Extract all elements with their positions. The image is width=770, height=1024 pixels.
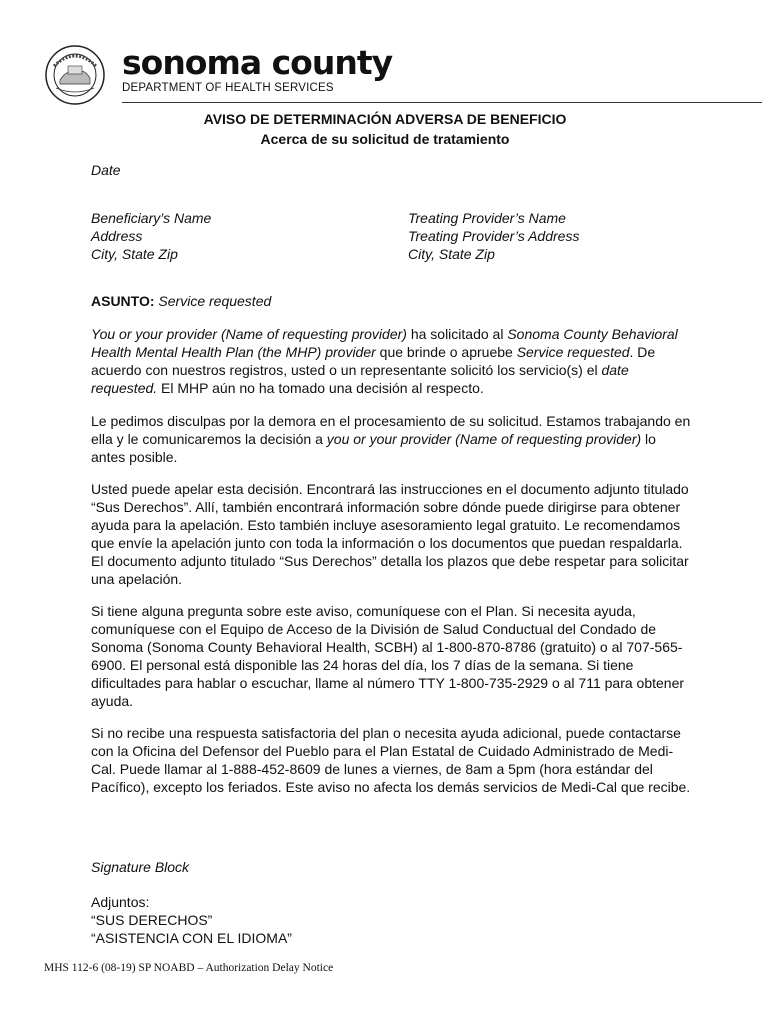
department-name: DEPARTMENT OF HEALTH SERVICES	[122, 82, 334, 94]
paragraph-1	[91, 325, 691, 397]
provider-address: Treating Provider’s Address	[408, 228, 580, 244]
provider-block	[408, 209, 579, 263]
signature-block: Signature Block	[91, 859, 190, 875]
p1-text-d: que brinde o apruebe	[375, 344, 517, 360]
p1-text-b: ha solicitado al	[406, 326, 508, 342]
beneficiary-address: Address	[91, 228, 143, 244]
letterhead	[40, 42, 730, 104]
requesting-provider: You or your provider (Name of requesting provider)	[91, 326, 407, 342]
paragraph-3: Usted puede apelar esta decisión. Encontrará las instrucciones en el documento adjunto titulado “Sus Derechos”. Allí, también encontrará información sobre dónde puede dirigirse para obtener ayuda para la apelación. Esto también incluye asesoramiento legal gratuito. Le recomendamos que envíe la apelación junto con toda la información o los documentos que puedan respaldarla. El documento adjunto titulado “Sus Derechos” detalla los plazos que debe respetar para solicitar una apelación.	[91, 481, 689, 587]
paragraph-4: Si tiene alguna pregunta sobre este aviso, comuníquese con el Plan. Si necesita ayuda, comuníquese con el Equipo de Acceso de la División de Salud Conductual del Condado de Sonoma (Sonoma County Behavioral Health, SCBH) al 1-800-870-8786 (gratuito) o al 707-565-6900. El personal está disponible las 24 horas del día, los 7 días de la semana. Si tiene dificultades para hablar o escuchar, llame al número TTY 1-800-735-2929 o al 711 para obtener ayuda.	[91, 603, 685, 709]
subject-value: Service requested	[158, 293, 272, 309]
attachment-item: “SUS DERECHOS”	[91, 912, 213, 928]
beneficiary-name: Beneficiary’s Name	[91, 210, 212, 226]
paragraph-5: Si no recibe una respuesta satisfactoria del plan o necesita ayuda adicional, puede contactarse con la Oficina del Defensor del Pueblo para el Plan Estatal de Cuidado Administrado de Medi-Cal. Puede llamar al 1-888-452-8609 de lunes a viernes, de 8am a 5pm (hora estándar del Pacífico), excepto los feriados. Este aviso no afecta los demás servicios de Medi-Cal que recibe.	[91, 725, 691, 795]
subject-line	[91, 292, 691, 310]
attachment-item: “ASISTENCIA CON EL IDIOMA”	[91, 930, 292, 946]
p1-text-h: El MHP aún no ha tomado una decisión al respecto.	[157, 380, 484, 396]
p2-provider: you or your provider (Name of requesting provider)	[326, 431, 642, 447]
attachments-label: Adjuntos:	[91, 894, 150, 910]
notice-title: AVISO DE DETERMINACIÓN ADVERSA DE BENEFICIO	[203, 111, 567, 127]
plan-name: Sonoma County Behavioral Health Mental Health Plan (the MHP) provider	[91, 326, 678, 360]
subject-label: ASUNTO:	[91, 293, 155, 309]
header-rule	[122, 102, 762, 103]
p2-text-c: lo antes posible.	[91, 431, 656, 465]
service-requested: Service requested	[516, 344, 630, 360]
county-logo	[122, 43, 393, 94]
logo-wordmark: sonoma county	[122, 43, 393, 82]
paragraph-2	[91, 412, 691, 466]
county-seal-icon	[44, 44, 106, 106]
date-requested: date requested.	[91, 362, 629, 396]
notice-subtitle: Acerca de su solicitud de tratamiento	[260, 131, 510, 147]
beneficiary-block	[91, 209, 211, 263]
form-footer: MHS 112-6 (08-19) SP NOABD – Authorization Delay Notice	[44, 962, 334, 974]
provider-city: City, State Zip	[408, 246, 495, 262]
beneficiary-city: City, State Zip	[91, 246, 178, 262]
attachments	[91, 893, 691, 947]
provider-name: Treating Provider’s Name	[408, 210, 566, 226]
date-field: Date	[91, 162, 121, 178]
p1-text-f: . De acuerdo con nuestros registros, usted o un representante solicitó los servicio(s) el	[91, 344, 656, 378]
p2-text-a: Le pedimos disculpas por la demora en el procesamiento de su solicitud. Estamos trabajando en ella y le comunicaremos la decisión a	[91, 413, 691, 447]
